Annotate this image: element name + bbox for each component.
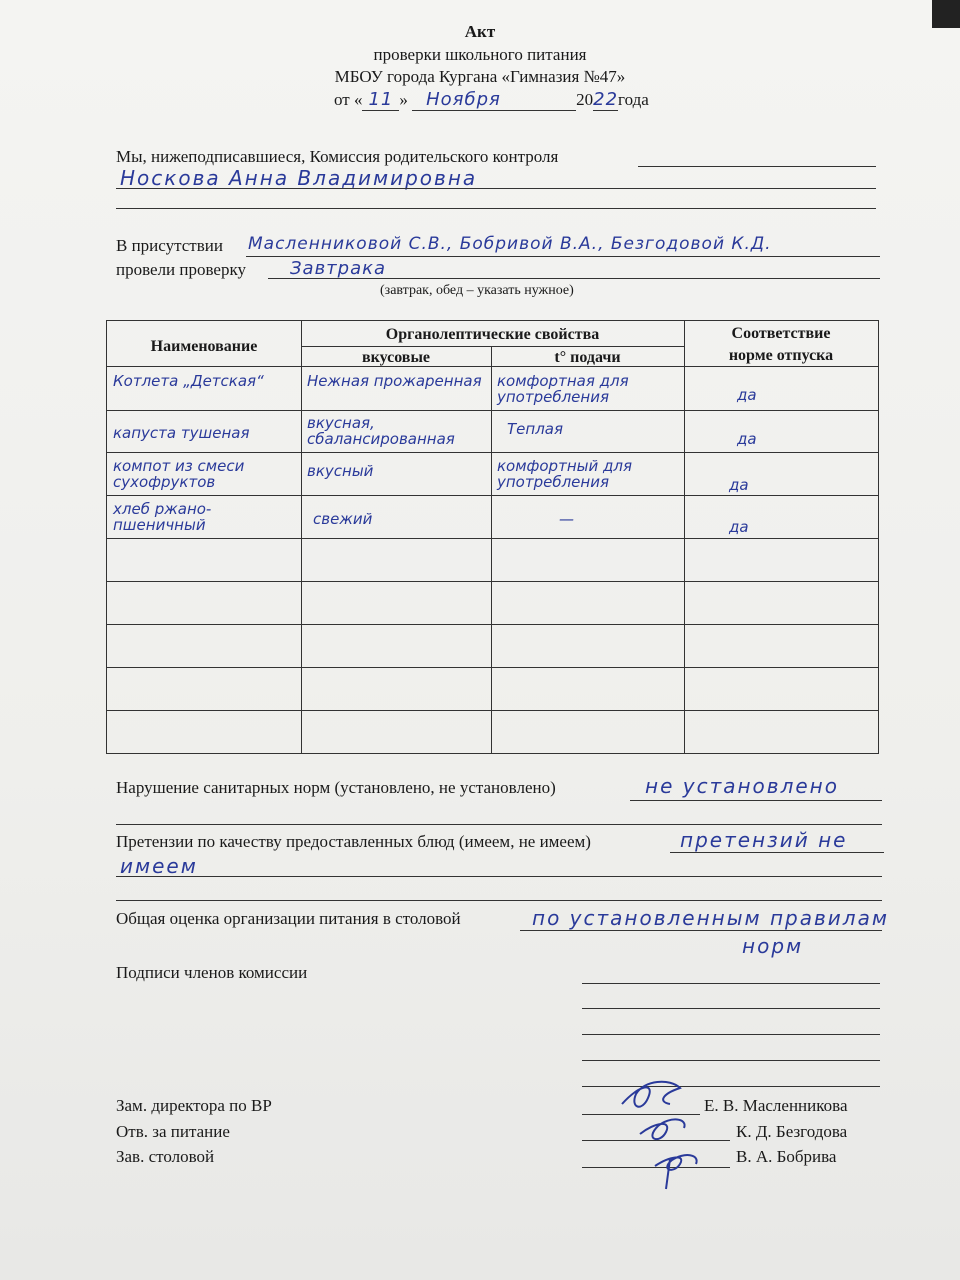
assessment-label: Общая оценка организации питания в столовой <box>116 909 461 928</box>
table-cell-temp: комфортная для употребления <box>497 372 629 406</box>
header-temp: t° подачи <box>554 349 621 366</box>
table-cell-taste: свежий <box>313 510 373 528</box>
commission-member: Носкова Анна Владимировна <box>120 166 478 190</box>
date-line <box>334 89 649 111</box>
commission-line-1 <box>638 166 876 167</box>
table-cell-temp: комфортный для употребления <box>497 457 632 491</box>
presence-line <box>246 256 880 257</box>
table-divider <box>107 495 878 496</box>
table-cell-name: хлеб ржано-пшеничный <box>113 500 212 534</box>
claims-label: Претензии по качеству предоставленных блюд (имеем, не имеем) <box>116 832 591 851</box>
table-divider <box>107 538 878 539</box>
presence-label: В присутствии <box>116 236 223 255</box>
claims-line-3 <box>116 900 882 901</box>
claims-line-2 <box>116 876 882 877</box>
table-divider <box>107 452 878 453</box>
table-cell-taste: вкусный <box>307 462 374 480</box>
violations-label: Нарушение санитарных норм (установлено, не установлено) <box>116 778 556 797</box>
table-cell-name: капуста тушеная <box>113 424 250 442</box>
violations-line <box>630 800 882 801</box>
table-cell-norm: да <box>729 476 749 494</box>
header-norm-line1: Соответствие <box>731 325 831 342</box>
signatures-label: Подписи членов комиссии <box>116 963 308 982</box>
official-name: В. А. Бобрива <box>736 1147 837 1166</box>
assessment-value-line2: норм <box>742 934 804 958</box>
table-divider <box>301 321 302 753</box>
table-cell-temp: — <box>559 510 574 528</box>
table-divider <box>491 346 492 753</box>
header-name: Наименование <box>150 338 258 355</box>
official-role: Зам. директора по ВР <box>116 1096 272 1115</box>
inspection-table <box>106 320 879 754</box>
date-year: 22 <box>593 89 619 110</box>
assessment-line <box>520 930 882 931</box>
table-cell-taste: Нежная прожаренная <box>307 372 482 390</box>
table-cell-norm: да <box>737 386 757 404</box>
document-subtitle: проверки школьного питания <box>373 45 587 64</box>
violations-value: не установлено <box>645 774 839 798</box>
claims-line <box>670 852 884 853</box>
table-cell-norm: да <box>729 518 749 536</box>
claims-value-line1: претензий не <box>680 828 848 852</box>
signature-scribble-1 <box>622 1082 680 1107</box>
header-organoleptic: Органолептические свойства <box>385 326 600 343</box>
check-hint: (завтрак, обед – указать нужное) <box>380 283 574 298</box>
table-divider <box>107 624 878 625</box>
table-divider <box>301 346 684 347</box>
commission-line-3 <box>116 208 876 209</box>
table-divider <box>107 410 878 411</box>
header-taste: вкусовые <box>361 349 431 366</box>
signature-line <box>582 1008 880 1009</box>
date-mid: » <box>399 90 408 109</box>
table-cell-name: Котлета „Детская“ <box>113 372 264 390</box>
handwritten-signatures <box>600 1064 720 1194</box>
presence-value: Масленниковой С.В., Бобривой В.А., Безгодовой К.Д. <box>248 234 772 254</box>
date-month: Ноября <box>412 89 576 111</box>
date-day: 11 <box>362 89 399 111</box>
date-prefix: от « <box>334 90 363 109</box>
date-year-prefix: 20 <box>576 90 594 109</box>
violations-line-2 <box>116 824 882 825</box>
check-value: Завтрака <box>290 258 387 279</box>
signature-line <box>582 1060 880 1061</box>
table-cell-name: компот из смеси сухофруктов <box>113 457 245 491</box>
check-label: провели проверку <box>116 260 246 279</box>
table-cell-temp: Теплая <box>507 420 564 438</box>
table-divider <box>107 581 878 582</box>
table-divider <box>107 667 878 668</box>
signature-scribble-2 <box>640 1119 685 1139</box>
date-suffix: года <box>618 90 649 109</box>
official-name: К. Д. Безгодова <box>736 1122 848 1141</box>
commission-line-2 <box>116 188 876 189</box>
official-role: Зав. столовой <box>116 1147 215 1166</box>
official-role: Отв. за питание <box>116 1122 230 1141</box>
check-line <box>268 278 880 279</box>
signature-scribble-3 <box>655 1155 697 1189</box>
table-divider <box>684 321 685 753</box>
assessment-value-line1: по установленным правилам <box>532 906 889 930</box>
table-cell-taste: вкусная, сбалансированная <box>307 414 455 448</box>
school-name: МБОУ города Кургана «Гимназия №47» <box>334 67 626 86</box>
signature-line <box>582 983 880 984</box>
signature-line <box>582 1034 880 1035</box>
header-norm-line2: норме отпуска <box>728 347 834 364</box>
table-cell-norm: да <box>737 430 757 448</box>
claims-value-line2: имеем <box>120 854 198 878</box>
commission-label: Мы, нижеподписавшиеся, Комиссия родительского контроля <box>116 147 559 166</box>
document-title: Акт <box>464 22 496 41</box>
table-divider <box>107 710 878 711</box>
official-name: Е. В. Масленникова <box>704 1096 848 1115</box>
